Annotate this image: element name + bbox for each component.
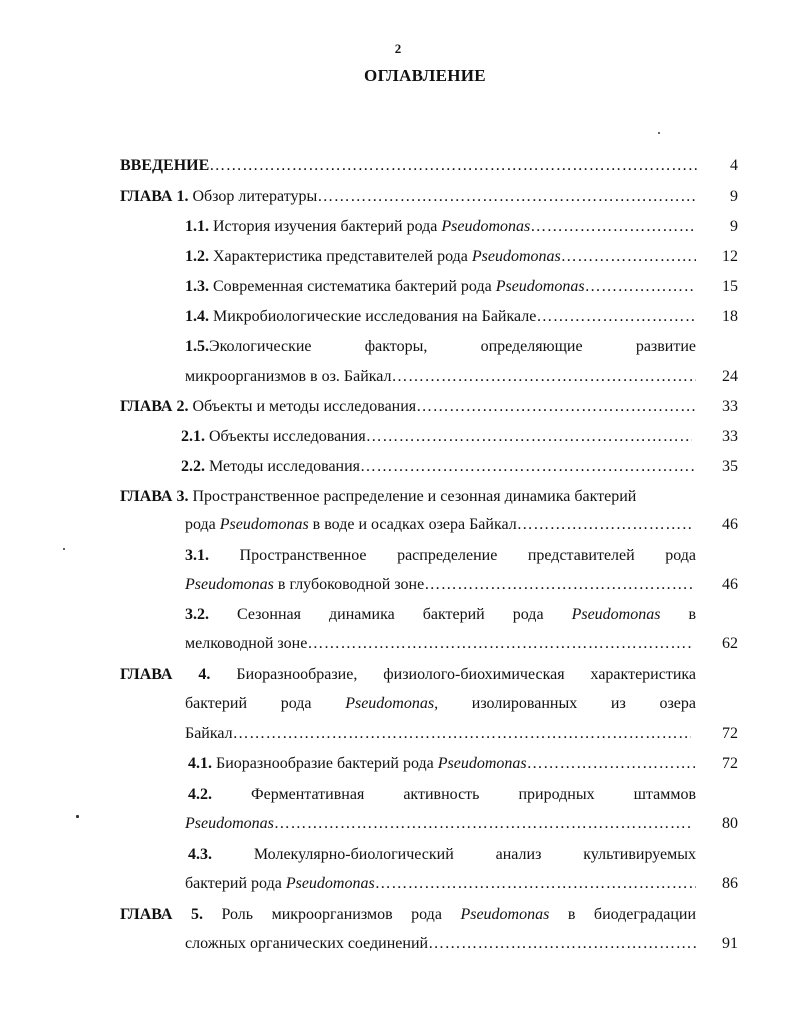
scan-speck xyxy=(658,132,660,134)
toc-page-ch1: 9 xyxy=(730,188,738,205)
toc-page-1-1: 9 xyxy=(730,218,738,235)
toc-entry-ch3-cont: рода Pseudomonas в воде и осадках озера Байкал …………………………………………………………………………………………………………………………………………… xyxy=(185,514,692,536)
toc-entry-intro: ВВЕДЕНИЕ …………………………………………………………………………………………………………………………………………… xyxy=(120,155,698,177)
toc-page-1-2: 12 xyxy=(722,248,738,265)
toc-entry-4-2: 4.2. Ферментативная активность природных штаммов xyxy=(188,786,697,803)
toc-page-ch5: 91 xyxy=(722,935,738,952)
toc-entry-ch1: ГЛАВА 1. Обзор литературы …………………………………………………………………………………………………………………………………………… xyxy=(120,186,696,208)
toc-entry-1-1: 1.1. История изучения бактерий рода Pseudomonas …………………………………………………………………………………………………………………………………………… xyxy=(185,216,695,238)
toc-entry-4-3-cont: бактерий рода Pseudomonas …………………………………………………………………………………………………………………………………………… xyxy=(185,873,696,895)
toc-entry-ch4-cont: бактерий рода Pseudomonas, изолированных из озера xyxy=(185,695,697,712)
toc-entry-1-2: 1.2. Характеристика представителей рода Pseudomonas …………………………………………………………………………………………………………………………………………… xyxy=(185,246,696,268)
toc-entry-1-5-cont: микроорганизмов в оз. Байкал …………………………………………………………………………………………………………………………………………… xyxy=(185,366,696,388)
toc-entry-ch4: ГЛАВА 4. Биоразнообразие, физиолого-биохимическая характеристика xyxy=(120,666,697,683)
toc-entry-ch2: ГЛАВА 2. Объекты и методы исследования …………………………………………………………………………………………………………………………………………… xyxy=(120,396,696,418)
toc-entry-ch5-cont: сложных органических соединений …………………………………………………………………………………………………………………………………………… xyxy=(185,933,696,955)
toc-page-intro: 4 xyxy=(730,157,738,174)
toc-entry-2-1: 2.1. Объекты исследования …………………………………………………………………………………………………………………………………………… xyxy=(181,426,692,448)
toc-entry-ch5: ГЛАВА 5. Роль микроорганизмов рода Pseudomonas в биодеградации xyxy=(120,906,696,923)
toc-entry-4-3: 4.3. Молекулярно-биологический анализ культивируемых xyxy=(188,846,696,863)
page-number: 2 xyxy=(394,41,402,56)
page-title: ОГЛАВЛЕНИЕ xyxy=(364,66,486,85)
scan-speck xyxy=(63,548,65,550)
toc-entry-4-1: 4.1. Биоразнообразие бактерий рода Pseudomonas …………………………………………………………………………………………………………………………………………… xyxy=(188,753,695,775)
toc-page-2-1: 33 xyxy=(722,428,738,445)
toc-entry-3-2: 3.2. Сезонная динамика бактерий рода Pseudomonas в xyxy=(185,606,697,623)
toc-page-ch4: 72 xyxy=(722,725,738,742)
toc-entry-ch3: ГЛАВА 3. Пространственное распределение и сезонная динамика бактерий xyxy=(120,488,637,505)
toc-entry-3-1-cont: Pseudomonas в глубоководной зоне …………………………………………………………………………………………………………………………………………… xyxy=(185,574,695,596)
toc-page-3-1: 46 xyxy=(722,576,738,593)
toc-entry-2-2: 2.2. Методы исследования …………………………………………………………………………………………………………………………………………… xyxy=(181,456,696,478)
toc-entry-3-1: 3.1. Пространственное распределение представителей рода xyxy=(185,547,697,564)
toc-page-1-4: 18 xyxy=(722,308,738,325)
toc-page-4-2: 80 xyxy=(722,815,738,832)
toc-page-ch3: 46 xyxy=(722,516,738,533)
toc-entry-1-5: 1.5.Экологические факторы, определяющие развитие xyxy=(185,338,697,355)
toc-entry-1-4: 1.4. Микробиологические исследования на Байкале …………………………………………………………………………………………………………………………………………… xyxy=(185,306,695,328)
scan-speck xyxy=(76,815,79,818)
toc-entry-1-3: 1.3. Современная систематика бактерий рода Pseudomonas …………………………………………………………………………………………………………………………………………… xyxy=(185,276,695,298)
toc-page-4-1: 72 xyxy=(722,755,738,772)
toc-page-4-3: 86 xyxy=(722,875,738,892)
toc-page-3-2: 62 xyxy=(722,635,738,652)
toc-entry-4-2-cont: Pseudomonas …………………………………………………………………………………………………………………………………………… xyxy=(185,813,691,835)
toc-page-1-5: 24 xyxy=(722,368,738,385)
toc-page-ch2: 33 xyxy=(722,398,738,415)
toc-page-2-2: 35 xyxy=(722,458,738,475)
toc-entry-3-2-cont: мелководной зоне …………………………………………………………………………………………………………………………………………… xyxy=(185,633,691,655)
toc-page-1-3: 15 xyxy=(722,278,738,295)
toc-entry-ch4-cont2: Байкал …………………………………………………………………………………………………………………………………………… xyxy=(185,723,691,745)
